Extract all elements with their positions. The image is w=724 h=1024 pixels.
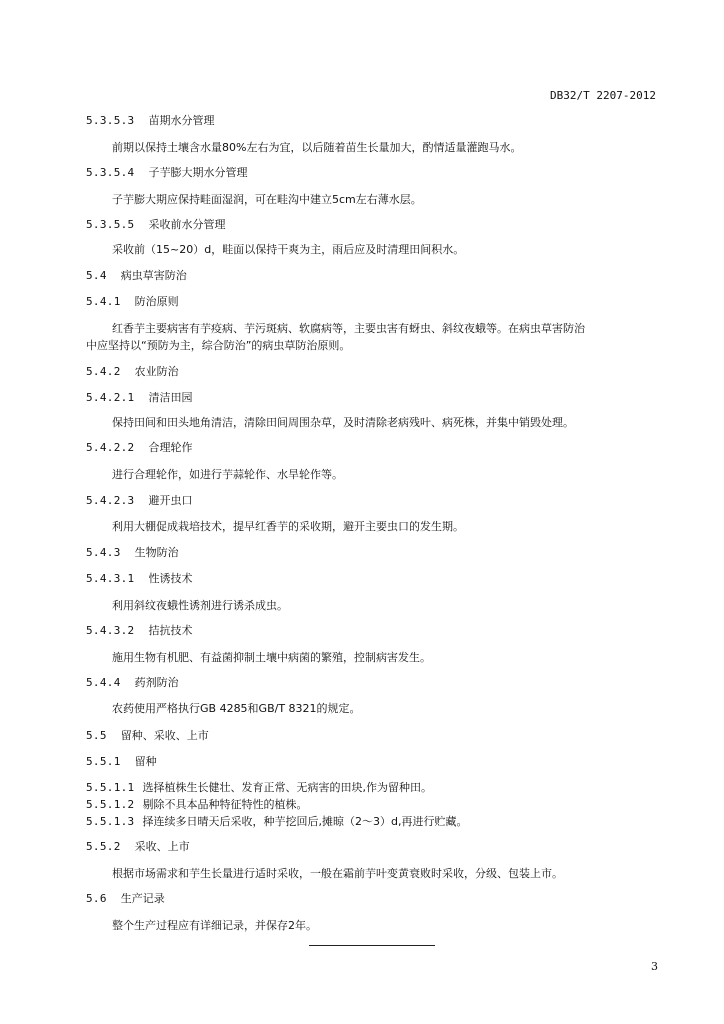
list-item [86,796,307,812]
section-number: 5.3.5.5 [86,218,135,231]
section-heading [86,389,192,405]
paragraph: 保持田间和田头地角清洁，清除田间周围杂草，及时清除老病残叶、病死株，并集中销毁处理。 [112,416,574,429]
list-item [86,813,467,829]
section-heading [86,727,209,743]
paragraph: 利用大棚促成栽培技术，提早红香芋的采收期，避开主要虫口的发生期。 [112,520,464,533]
section-heading [86,622,192,638]
section-title: 性诱技术 [148,572,193,585]
section-title: 苗期水分管理 [148,114,215,127]
paragraph: 进行合理轮作，如进行芋蒜轮作、水旱轮作等。 [112,468,343,481]
section-heading [86,363,179,379]
paragraph: 整个生产过程应有详细记录，并保存2年。 [112,919,317,932]
paragraph: 前期以保持土壤含水量80%左右为宜，以后随着苗生长量加大，酌情适量灌跑马水。 [112,141,522,154]
section-number: 5.3.5.3 [86,114,135,127]
paragraph-continuation: 中应坚持以“预防为主，综合防治”的病虫草防治原则。 [86,339,351,352]
section-title: 采收、上市 [134,840,190,853]
section-title: 药剂防治 [134,676,179,689]
section-number: 5.4.3.1 [86,572,135,585]
section-heading [86,439,192,455]
paragraph: 农药使用严格执行GB 4285和GB/T 8321的规定。 [112,702,361,715]
section-number: 5.4.2.3 [86,494,135,507]
section-heading [86,890,165,906]
section-heading [86,216,225,232]
section-title: 清洁田园 [148,391,193,404]
list-item-number: 5.5.1.2 [86,798,135,811]
section-number: 5.4.3.2 [86,624,135,637]
section-title: 生产记录 [120,892,165,905]
section-number: 5.4.2 [86,365,121,378]
section-heading [86,164,247,180]
list-item-text: 选择植株生长健壮、发育正常、无病害的田块,作为留种田。 [142,781,432,794]
paragraph: 根据市场需求和芋生长量进行适时采收，一般在霜前芋叶变黄衰败时采收，分级、包装上市。 [112,867,563,880]
list-item-text: 择连续多日晴天后采收，种芋挖回后,摊晾（2～3）d,再进行贮藏。 [142,815,468,828]
section-heading [86,544,179,560]
section-number: 5.4.1 [86,295,121,308]
section-number: 5.3.5.4 [86,166,135,179]
section-heading [86,674,179,690]
list-item-number: 5.5.1.1 [86,781,135,794]
section-number: 5.5.2 [86,840,121,853]
section-number: 5.6 [86,892,107,905]
section-title: 采收前水分管理 [148,218,226,231]
section-title: 子芋膨大期水分管理 [148,166,248,179]
section-heading [86,267,187,283]
section-heading [86,753,157,769]
paragraph: 采收前（15~20）d，畦面以保持干爽为主，雨后应及时清理田间积水。 [112,243,465,256]
paragraph: 施用生物有机肥、有益菌抑制土壤中病菌的繁殖，控制病害发生。 [112,651,431,664]
section-heading [86,838,190,854]
section-title: 合理轮作 [148,441,193,454]
section-heading [86,492,192,508]
section-number: 5.5.1 [86,755,121,768]
section-title: 病虫草害防治 [120,269,187,282]
list-item-text: 剔除不具本品种特征特性的植株。 [142,798,308,811]
paragraph: 子芋膨大期应保持畦面湿润，可在畦沟中建立5cm左右薄水层。 [112,193,422,206]
section-number: 5.4 [86,269,107,282]
standard-code: DB32/T 2207-2012 [550,89,656,102]
section-number: 5.4.4 [86,676,121,689]
section-title: 农业防治 [134,365,179,378]
section-title: 拮抗技术 [148,624,193,637]
paragraph: 利用斜纹夜蛾性诱剂进行诱杀成虫。 [112,599,288,612]
section-heading [86,570,192,586]
section-number: 5.4.2.1 [86,391,135,404]
section-title: 留种、采收、上市 [120,729,209,742]
section-title: 留种 [134,755,157,768]
section-title: 生物防治 [134,546,179,559]
section-title: 避开虫口 [148,494,193,507]
section-title: 防治原则 [134,295,179,308]
section-heading [86,293,179,309]
section-number: 5.4.3 [86,546,121,559]
end-rule [309,945,435,946]
section-number: 5.4.2.2 [86,441,135,454]
section-heading [86,112,214,128]
list-item-number: 5.5.1.3 [86,815,135,828]
list-item [86,779,432,795]
page-number: 3 [651,960,658,973]
section-number: 5.5 [86,729,107,742]
paragraph: 红香芋主要病害有芋疫病、芋污斑病、软腐病等，主要虫害有蚜虫、斜纹夜蛾等。在病虫草害防治 [112,322,585,335]
